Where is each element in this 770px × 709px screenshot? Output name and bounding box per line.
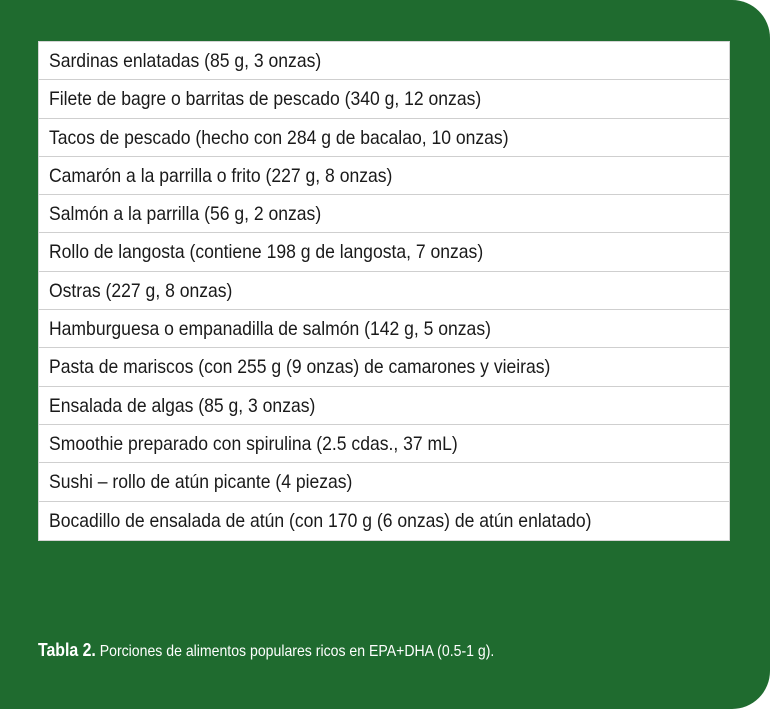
row-text: Bocadillo de ensalada de atún (con 170 g (6 onzas) de atún enlatado) [49,509,592,532]
table-row [39,80,729,118]
row-text: Ostras (227 g, 8 onzas) [49,279,233,302]
table-row [39,119,729,157]
table-row [39,425,729,463]
table-row [39,463,729,501]
row-text: Sardinas enlatadas (85 g, 3 onzas) [49,50,322,72]
row-text: Tacos de pescado (hecho con 284 g de bacalao, 10 onzas) [49,126,509,149]
table-row [39,387,729,425]
table-row [39,310,729,348]
row-text: Sushi – rollo de atún picante (4 piezas) [49,471,353,494]
table-row [39,233,729,271]
row-text: Hamburguesa o empanadilla de salmón (142 g, 5 onzas) [49,318,491,341]
row-text: Pasta de mariscos (con 255 g (9 onzas) de camarones y vieiras) [49,356,551,379]
row-text: Rollo de langosta (contiene 198 g de langosta, 7 onzas) [49,241,484,264]
food-portions-table [38,41,730,541]
table-row [39,195,729,233]
table-caption [38,640,494,661]
table-row [39,42,729,80]
row-text: Camarón a la parrilla o frito (227 g, 8 onzas) [49,164,393,187]
table-row [39,272,729,310]
row-text: Ensalada de algas (85 g, 3 onzas) [49,394,316,417]
caption-text: Porciones de alimentos populares ricos en EPA+DHA (0.5-1 g). [95,643,495,660]
table-row [39,157,729,195]
table-row [39,348,729,386]
row-text: Salmón a la parrilla (56 g, 2 onzas) [49,203,322,226]
table-row [39,502,729,540]
row-text: Smoothie preparado con spirulina (2.5 cdas., 37 mL) [49,432,458,455]
row-text: Filete de bagre o barritas de pescado (340 g, 12 onzas) [49,88,482,111]
caption-label: Tabla 2. [38,640,96,660]
